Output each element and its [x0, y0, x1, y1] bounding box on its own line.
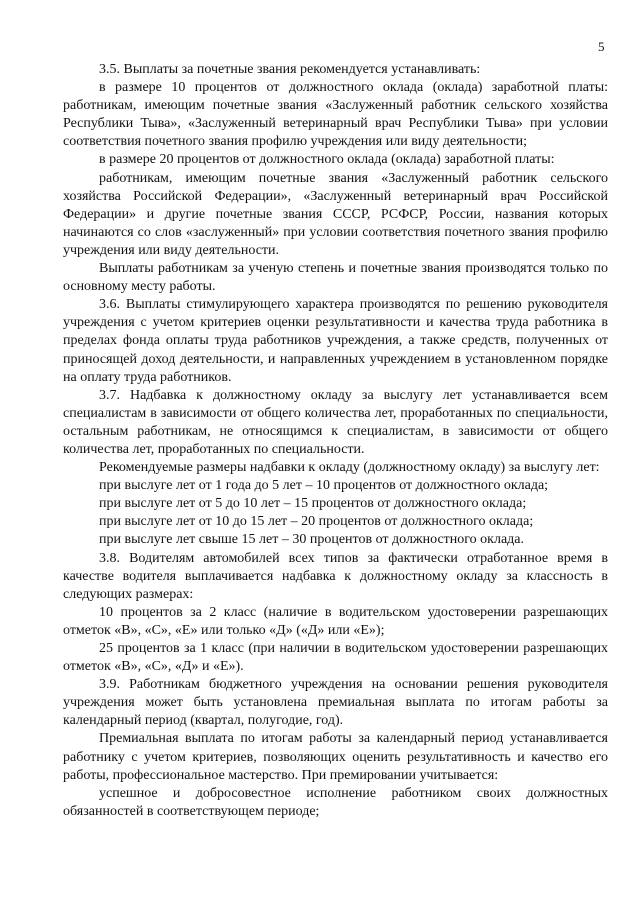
paragraph-class-2: 10 процентов за 2 класс (наличие в водительском удостоверении разрешающих отметок «В», «С», «Е» или только «Д» («Д» или «Е»);: [63, 604, 608, 638]
paragraph-3-6: 3.6. Выплаты стимулирующего характера производятся по решению руководителя учреждения с учетом критериев оценки результативности и качества труда работника в пределах фонда оплаты труда работников учреждения, а также средств, полученных от приносящей доход деятельности, и направленных учреждением в установленном порядке на оплату труда работников.: [63, 297, 608, 385]
list-item-over-15-years: при выслуге лет свыше 15 лет – 30 процентов от должностного оклада.: [99, 532, 524, 548]
paragraph-main-workplace: Выплаты работникам за ученую степень и почетные звания производятся только по основному месту работы.: [63, 261, 608, 295]
paragraph-3-9: 3.9. Работникам бюджетного учреждения на основании решения руководителя учреждения может быть установлена премиальная выплата по итогам работы за календарный период (квартал, полугодие, год).: [63, 677, 608, 729]
paragraph-3-5: 3.5. Выплаты за почетные звания рекомендуется устанавливать:: [99, 62, 481, 77]
list-item-1-5-years: при выслуге лет от 1 года до 5 лет – 10 процентов от должностного оклада;: [99, 478, 549, 494]
paragraph-20-percent: в размере 20 процентов от должностного оклада (оклада) заработной платы:: [99, 152, 555, 168]
paragraph-3-7: 3.7. Надбавка к должностному окладу за выслугу лет устанавливается всем специалистам в зависимости от общего количества лет, проработанных по специальности, остальным работникам, не относящимся к специалистам, в зависимости от общего количества лет, проработанных по специальности.: [63, 387, 608, 457]
paragraph-duties: успешное и добросовестное исполнение работником своих должностных обязанностей в соответствующем периоде;: [63, 785, 608, 819]
page-number: 5: [598, 39, 605, 54]
document-body: [63, 61, 608, 821]
paragraph-bonus-criteria: Премиальная выплата по итогам работы за календарный период устанавливается работнику с учетом критериев, позволяющих оценить результативность и качество его работы, профессиональное мастерство. При премировании учитывается:: [63, 731, 608, 783]
list-item-5-10-years: при выслуге лет от 5 до 10 лет – 15 процентов от должностного оклада;: [99, 496, 527, 512]
paragraph-recommended-sizes: Рекомендуемые размеры надбавки к окладу (должностному окладу) за выслугу лет:: [99, 460, 600, 476]
paragraph-federal-titles: работникам, имеющим почетные звания «Заслуженный работник сельского хозяйства Российской Федерации», «Заслуженный ветеринарный врач Российской Федерации» и другие почетные звания СССР, РСФСР, России, названия которых начинаются со слов «заслуженный» при условии соответствия почетного звания профилю учреждения или виду деятельности.: [63, 170, 608, 258]
paragraph-class-1: 25 процентов за 1 класс (при наличии в водительском удостоверении разрешающих отметок «В», «С», «Д» и «Е»).: [63, 641, 608, 675]
paragraph-10-percent: в размере 10 процентов от должностного оклада (оклада) заработной платы: работникам, имеющим почетные звания «Заслуженный работник сельского хозяйства Республики Тыва», «Заслуженный ветеринарный врач Республики Тыва» при условии соответствия почетного звания профилю учреждения или виду деятельности;: [63, 80, 608, 150]
paragraph-3-8: 3.8. Водителям автомобилей всех типов за фактически отработанное время в качестве водителя выплачивается надбавка к должностному окладу за классность в следующих размерах:: [63, 550, 608, 602]
list-item-10-15-years: при выслуге лет от 10 до 15 лет – 20 процентов от должностного оклада;: [99, 514, 534, 530]
